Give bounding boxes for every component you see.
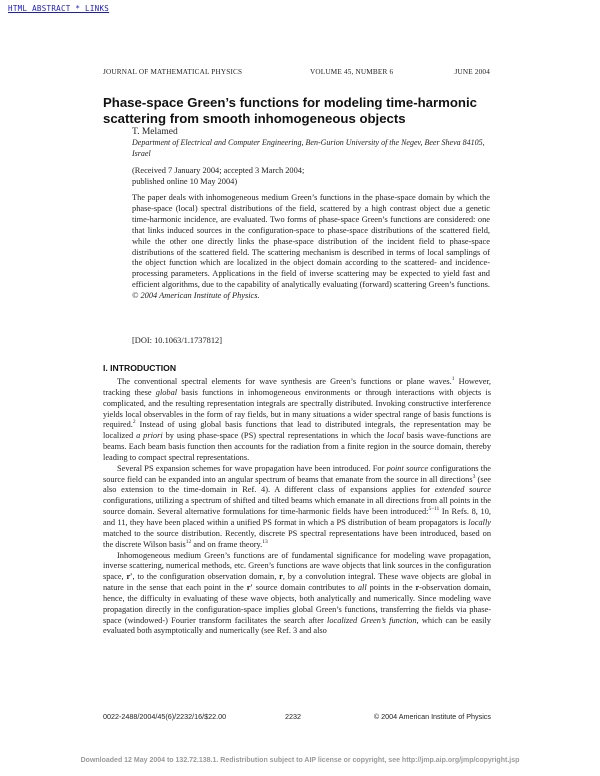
section-heading: I. INTRODUCTION xyxy=(103,363,177,373)
paper-title: Phase-space Green’s functions for modeling time-harmonic scattering from smooth inhomogeneous objects xyxy=(103,95,477,126)
abstract-text: The paper deals with inhomogeneous medium Green’s functions in the phase-space domain by which the phase-space (local) spectral distributions of the field, scattered by a high contrast object due a genetic time-harmonic incidence, are evaluated. Two forms of phase-space Green’s functions are considered: one that links induced sources in the configuration-space to phase-space distributions of the scattered field, while the other one directly links the phase-space distribution of the incident field to phase-space distributions of the scattered field. The scattering mechanism is described in terms of local samplings of the object function which are localized in the object domain according to the scattered- and incidence-processing parameters. Applications in the field of inverse scattering may be expected to yield fast and efficient algorithms, due to the capability of analytically evaluating (forward) scattering Green’s functions. xyxy=(132,193,490,290)
ref-1: 1 xyxy=(451,376,455,383)
ref-2: 2 xyxy=(132,419,136,426)
paragraph-1: The conventional spectral elements for wave synthesis are Green’s functions or plane waves.$^1$ However, tracking these global basis functions in inhomogeneous environments or through interactions with objects is complicated, and the resulting representation integrals are spectrally distributed. Invoking constructive interference yields local observables in the form of ray fields, but in many situations a wider spectral range of basis functions is required.$^2$ Instead of using global basis functions that lead to distributed integrals, the representation may be localized a priori by using phase-space (PS) spectral representations in which the local basis wave-functions are beams. Each beam basis function then accounts for the radiation from a finite region in the source domain, thereby leading to compact spectral representations. xyxy=(103,376,491,462)
doi: [DOI: 10.1063/1.1737812] xyxy=(132,336,223,345)
paragraph-2: Several PS expansion schemes for wave propagation have been introduced. For point source configurations the source field can be expanded into an angular spectrum of beams that emanate from the source in all directions$^3$ (see also extension to the time-domain in Ref. 4). A different class of expansions applies for extended source configurations, utilizing a spectrum of shifted and tilted beams which emanate in all directions from all points in the source domain. Several alternative formulations for time-harmonic fields have been introduced:$^{5-11}$ In Refs. 8, 10, and 11, they have been placed within a unified PS format in which a PS distribution of beam propagators is locally matched to the source distribution. Recently, discrete PS spectral representations have been introduced, based on the discrete Wilson basis$^{12}$ and on frame theory.$^{13}$ xyxy=(103,463,492,549)
page-number: 2232 xyxy=(285,712,301,721)
publication-code: 0022-2488/2004/45(6)/2232/16/$22.00 xyxy=(103,712,227,721)
download-notice: Downloaded 12 May 2004 to 132.72.138.1. Redistribution subject to AIP license or copyright, see http://jmp.aip.org/jmp/copyright.jsp xyxy=(80,757,520,764)
issue-date: JUNE 2004 xyxy=(454,68,490,76)
received-date: (Received 7 January 2004; accepted 3 March 2004; xyxy=(132,166,305,175)
abstract-copyright: © 2004 American Institute of Physics. xyxy=(132,291,260,301)
journal-name: JOURNAL OF MATHEMATICAL PHYSICS xyxy=(103,68,243,76)
affiliation: Department of Electrical and Computer Engineering, Ben-Gurion University of the Negev, Beer Sheva 84105, Israel xyxy=(132,138,485,158)
ref-3: 3 xyxy=(472,473,476,480)
paragraph-3: Inhomogeneous medium Green’s functions are of fundamental significance for modeling wave propagation, inverse scattering, numerical methods, etc. Green’s functions are wave objects that link sources in the configuration space, r′, to the configuration observation domain, r, by a convolution integral. These wave objects are global in nature in the sense that each point in the r′ source domain contributes to all points in the r-observation domain, hence, the difficulty in evaluating of these wave objects, both analytically and numerically. Since modeling wave propagation directly in the configuration-space implies global Green’s functions, transferring the fields via phase-space (windowed-) Fourier transform facilitates the search after localized Green’s function, which can be easily evaluated both asymptotically and numerically (see Ref. 3 and also xyxy=(103,550,492,636)
html-abstract-links[interactable]: HTML ABSTRACT * LINKS xyxy=(8,4,110,13)
volume-number: VOLUME 45, NUMBER 6 xyxy=(310,68,394,76)
ref-12: 12 xyxy=(185,538,192,545)
dates xyxy=(132,165,492,187)
ref-5-11: 5–11 xyxy=(428,506,440,513)
author: T. Melamed xyxy=(132,127,178,137)
published-date: published online 10 May 2004) xyxy=(132,177,238,186)
ref-13: 13 xyxy=(262,538,268,545)
abstract xyxy=(132,193,490,302)
body-text xyxy=(103,377,491,637)
footer-copyright: © 2004 American Institute of Physics xyxy=(373,712,491,721)
